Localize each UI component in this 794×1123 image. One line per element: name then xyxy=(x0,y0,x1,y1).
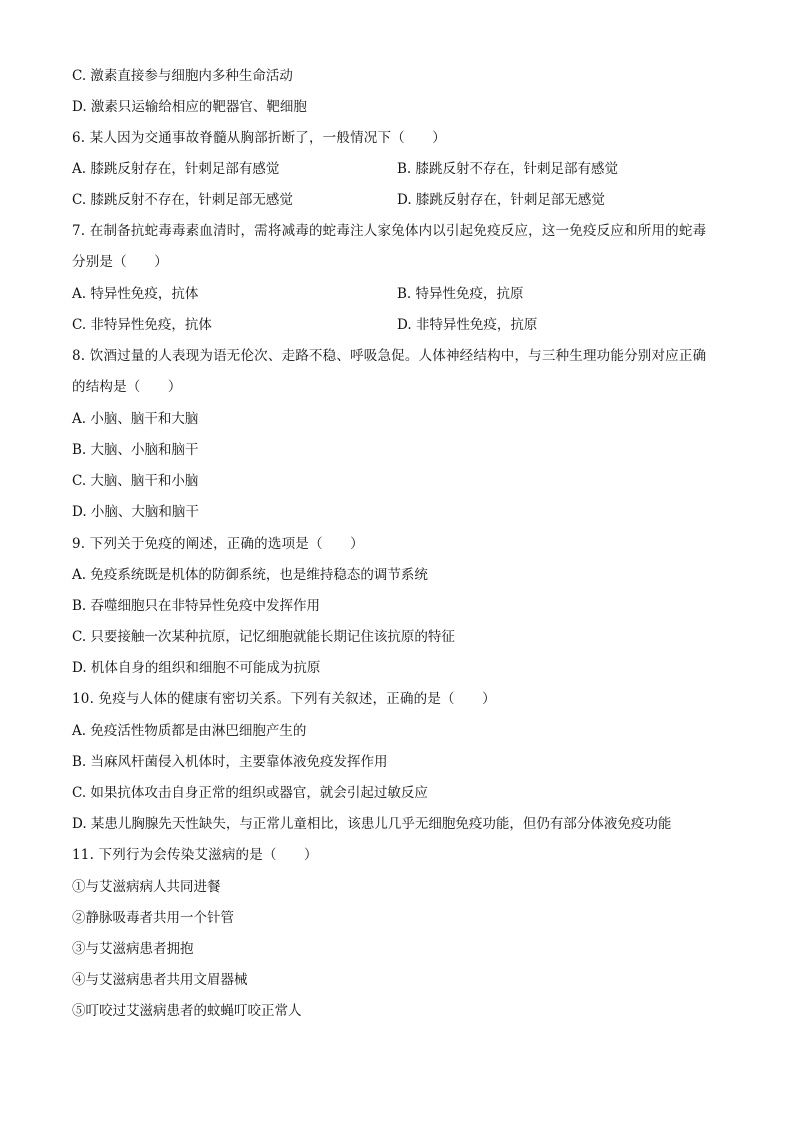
option-c-q8: C. 大脑、脑干和小脑 xyxy=(72,473,199,489)
option-a-q8: A. 小脑、脑干和大脑 xyxy=(72,411,199,427)
question-8-line1: 8. 饮酒过量的人表现为语无伦次、走路不稳、呼吸急促。人体神经结构中，与三种生理功能分别对应正确 xyxy=(72,348,707,364)
option-d-q9: D. 机体自身的组织和细胞不可能成为抗原 xyxy=(72,660,321,676)
option-b-q7: B. 特异性免疫，抗原 xyxy=(397,286,524,302)
item-3-q11: ③与艾滋病患者拥抱 xyxy=(72,941,194,957)
question-6: 6. 某人因为交通事故脊髓从胸部折断了，一般情况下（ ） xyxy=(72,130,446,146)
question-8-line2: 的结构是（ ） xyxy=(72,379,182,395)
option-a-q6: A. 膝跳反射存在，针刺足部有感觉 xyxy=(72,161,280,177)
question-7-line1: 7. 在制备抗蛇毒毒素血清时，需将减毒的蛇毒注人家兔体内以引起免疫反应，这一免疫反应和所用的蛇毒 xyxy=(72,223,707,239)
option-a-q7: A. 特异性免疫，抗体 xyxy=(72,286,199,302)
option-d-q6: D. 膝跳反射存在，针刺足部无感觉 xyxy=(397,192,605,208)
question-10: 10. 免疫与人体的健康有密切关系。下列有关叙述，正确的是（ ） xyxy=(72,691,496,707)
item-2-q11: ②静脉吸毒者共用一个针管 xyxy=(72,910,234,926)
option-d-q5: D. 激素只运输给相应的靶器官、靶细胞 xyxy=(72,99,307,115)
item-4-q11: ④与艾滋病患者共用文眉器械 xyxy=(72,972,248,988)
option-d-q8: D. 小脑、大脑和脑干 xyxy=(72,504,199,520)
question-11: 11. 下列行为会传染艾滋病的是（ ） xyxy=(72,847,318,863)
item-5-q11: ⑤叮咬过艾滋病患者的蚊蝇叮咬正常人 xyxy=(72,1003,302,1019)
question-9: 9. 下列关于免疫的阐述，正确的选项是（ ） xyxy=(72,536,364,552)
option-b-q6: B. 膝跳反射不存在，针刺足部有感觉 xyxy=(397,161,619,177)
option-c-q6: C. 膝跳反射不存在，针刺足部无感觉 xyxy=(72,192,293,208)
item-1-q11: ①与艾滋病病人共同进餐 xyxy=(72,879,221,895)
option-b-q9: B. 吞噬细胞只在非特异性免疫中发挥作用 xyxy=(72,598,321,614)
option-d-q10: D. 某患儿胸腺先天性缺失，与正常儿童相比，该患儿几乎无细胞免疫功能，但仍有部分体液免疫功能 xyxy=(72,816,672,832)
option-b-q10: B. 当麻风杆菌侵入机体时，主要靠体液免疫发挥作用 xyxy=(72,754,388,770)
option-a-q10: A. 免疫活性物质都是由淋巴细胞产生的 xyxy=(72,723,307,739)
option-c-q5: C. 激素直接参与细胞内多种生命活动 xyxy=(72,68,293,84)
option-c-q9: C. 只要接触一次某种抗原，记忆细胞就能长期记住该抗原的特征 xyxy=(72,629,455,645)
option-a-q9: A. 免疫系统既是机体的防御系统，也是维持稳态的调节系统 xyxy=(72,567,428,583)
option-d-q7: D. 非特异性免疫，抗原 xyxy=(397,317,538,333)
option-b-q8: B. 大脑、小脑和脑干 xyxy=(72,442,199,458)
option-c-q10: C. 如果抗体攻击自身正常的组织或器官，就会引起过敏反应 xyxy=(72,785,428,801)
question-7-line2: 分别是（ ） xyxy=(72,254,168,270)
option-c-q7: C. 非特异性免疫，抗体 xyxy=(72,317,212,333)
